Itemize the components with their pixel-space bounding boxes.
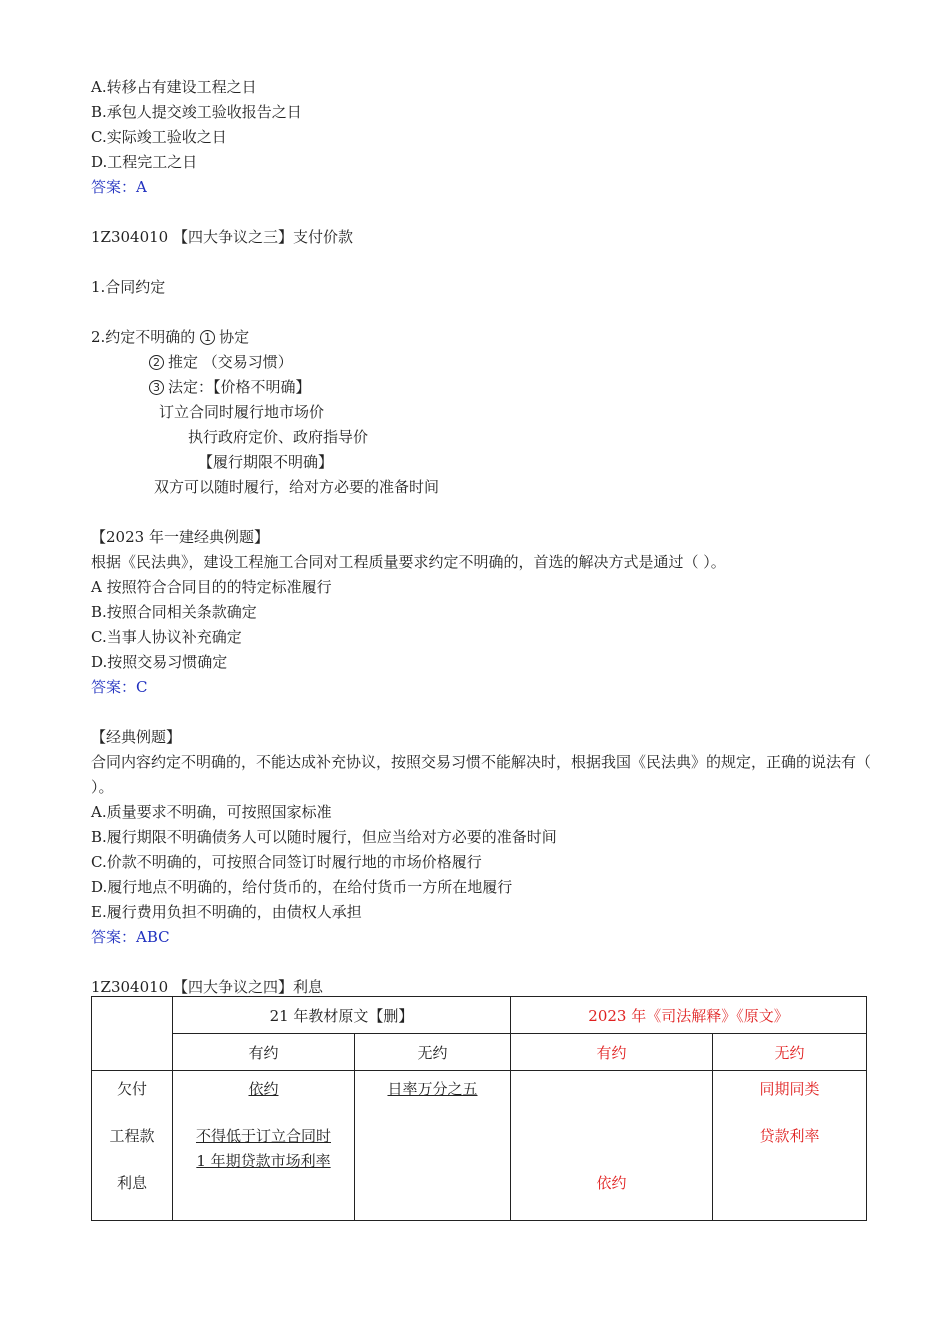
item2-label: 2.约定不明确的 — [91, 328, 201, 346]
circled-number-1: 1 — [200, 330, 215, 345]
new-agreed-cell — [511, 1071, 713, 1221]
q1-option-a: A.转移占有建设工程之日 — [91, 78, 257, 96]
q1-option-c: C.实际竣工验收之日 — [91, 128, 227, 146]
q3-option-c: C.价款不明确的，可按照合同签订时履行地的市场价格履行 — [91, 853, 482, 871]
period-text: 双方可以随时履行，给对方必要的准备时间 — [154, 478, 440, 496]
q2-tag: 【2023 年一建经典例题】 — [91, 528, 269, 546]
old-agreed-header: 有约 — [173, 1034, 355, 1071]
section3-item2 — [91, 325, 881, 350]
q2-stem: 根据《民法典》，建设工程施工合同对工程质量要求约定不明确的，首选的解决方式是通过（ ）。 — [91, 553, 726, 571]
judicial-interpretation-header: 2023 年《司法解释》《原文》 — [511, 997, 867, 1034]
new-not-agreed-cell — [713, 1071, 867, 1221]
table-corner-cell — [92, 997, 173, 1071]
q3-stem: 合同内容约定不明确的，不能达成补充协议，按照交易习惯不能解决时，根据我国《民法典》的规定，正确的说法有（ ）。 — [91, 753, 872, 796]
row-label-line-1: 欠付 — [116, 1080, 147, 1098]
q3-tag: 【经典例题】 — [91, 728, 182, 746]
section3-sub2 — [91, 350, 881, 375]
q2-option-d: D.按照交易习惯确定 — [91, 653, 228, 671]
q2-option-c: C.当事人协议补充确定 — [91, 628, 242, 646]
new-not-agreed-value-2: 贷款利率 — [759, 1127, 820, 1145]
old-textbook-header: 21 年教材原文【删】 — [173, 997, 511, 1034]
row-label-line-3: 利息 — [116, 1174, 147, 1192]
q2-answer: 答案：C — [91, 678, 148, 696]
old-not-agreed-value: 日率万分之五 — [387, 1080, 478, 1098]
new-not-agreed-header: 无约 — [713, 1034, 867, 1071]
q1-option-d: D.工程完工之日 — [91, 153, 198, 171]
circled-number-3: 3 — [149, 380, 164, 395]
old-agreed-value: 依约 — [248, 1080, 279, 1098]
old-not-agreed-cell — [355, 1071, 511, 1221]
new-agreed-value: 依约 — [596, 1174, 627, 1192]
sub2-text: 推定 （交易习惯） — [168, 353, 293, 371]
price-rule-2: 执行政府定价、政府指导价 — [188, 428, 369, 446]
section3-sub3 — [91, 375, 881, 400]
q2-option-b: B.按照合同相关条款确定 — [91, 603, 257, 621]
price-rule-1: 订立合同时履行地市场价 — [159, 403, 325, 421]
new-not-agreed-value-1: 同期同类 — [759, 1080, 820, 1098]
old-agreed-min-rate-2: 1 年期贷款市场利率 — [196, 1152, 331, 1170]
document-body — [91, 75, 881, 1000]
q1-answer: 答案：A — [91, 178, 147, 196]
q1-option-b: B.承包人提交竣工验收报告之日 — [91, 103, 302, 121]
section3-item1: 1.合同约定 — [91, 278, 166, 296]
q3-option-e: E.履行费用负担不明确的，由债权人承担 — [91, 903, 362, 921]
q3-option-d: D.履行地点不明确的，给付货币的，在给付货币一方所在地履行 — [91, 878, 513, 896]
q2-option-a: A 按照符合合同目的的特定标准履行 — [91, 578, 332, 596]
new-agreed-header: 有约 — [511, 1034, 713, 1071]
period-title: 【履行期限不明确】 — [198, 453, 334, 471]
sub1-text: 协定 — [219, 328, 250, 346]
section4-heading: 1Z304010 【四大争议之四】利息 — [91, 978, 323, 996]
q3-option-a: A.质量要求不明确，可按照国家标准 — [91, 803, 332, 821]
sub3-text: 法定：【价格不明确】 — [168, 378, 311, 396]
old-not-agreed-header: 无约 — [355, 1034, 511, 1071]
section3-heading: 1Z304010 【四大争议之三】支付价款 — [91, 228, 353, 246]
row-label-cell — [92, 1071, 173, 1221]
old-agreed-min-rate-1: 不得低于订立合同时 — [195, 1127, 331, 1145]
row-label-line-2: 工程款 — [109, 1127, 155, 1145]
old-agreed-cell — [173, 1071, 355, 1221]
interest-table — [91, 996, 867, 1221]
q3-option-b: B.履行期限不明确债务人可以随时履行，但应当给对方必要的准备时间 — [91, 828, 557, 846]
circled-number-2: 2 — [149, 355, 164, 370]
q3-answer: 答案：ABC — [91, 928, 170, 946]
